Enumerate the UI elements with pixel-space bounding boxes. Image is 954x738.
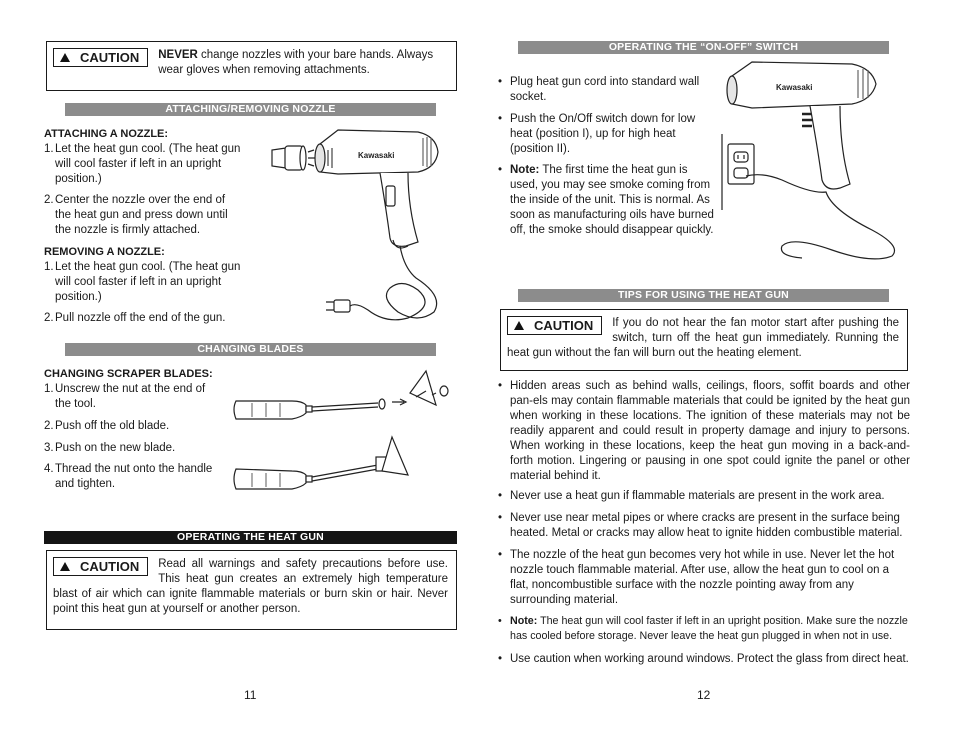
section-bar-switch: OPERATING THE “ON-OFF” SWITCH xyxy=(518,41,889,54)
blades-step-3: 3. Push on the new blade. xyxy=(44,442,176,454)
blades-step-1: 1. Unscrew the nut at the end of the tool. xyxy=(44,383,206,410)
warning-icon xyxy=(60,562,70,571)
warning-icon xyxy=(514,321,524,330)
removing-step-1: 1. Let the heat gun cool. (The heat gun will cool faster if left in an upright position.) xyxy=(44,261,241,303)
caution-label: CAUTION xyxy=(507,316,602,335)
heat-gun-outlet-illustration xyxy=(722,60,912,260)
switch-bullet-note: • Note: The first time the heat gun is used, you may see smoke coming from the inside of the unit. This is normal. As soon as manufacturing oils have burned off, the smoke should disappear quickly. xyxy=(498,164,714,236)
attaching-step-2: 2. Center the nozzle over the end of the heat gun and press down until the nozzle is firmly attached. xyxy=(44,194,228,236)
gun-brand-label: Kawasaki xyxy=(776,83,813,92)
attaching-heading: ATTACHING A NOZZLE: xyxy=(44,128,169,140)
caution-lead: NEVER xyxy=(158,49,198,61)
caution-text: Read all warnings and safety precautions before use. This heat gun creates an extremely high temperature blast of air which can ignite flammable materials or burn skin or hair. Never point this heat gun at yourself or another person. xyxy=(53,558,448,615)
caution-box-operating xyxy=(46,550,457,630)
heat-gun-nozzle-illustration xyxy=(268,128,458,328)
page-number-right: 12 xyxy=(697,688,711,702)
blades-step-2: 2. Push off the old blade. xyxy=(44,420,170,432)
section-bar-blades: CHANGING BLADES xyxy=(65,343,436,356)
removing-heading: REMOVING A NOZZLE: xyxy=(44,246,165,258)
caution-box-nozzle xyxy=(46,41,457,91)
blades-heading: CHANGING SCRAPER BLADES: xyxy=(44,368,213,380)
section-bar-nozzle: ATTACHING/REMOVING NOZZLE xyxy=(65,103,436,116)
switch-bullet-2: • Push the On/Off switch down for low heat (position I), up for high heat (position II). xyxy=(498,113,696,155)
caution-text: If you do not hear the fan motor start after pushing the switch, turn off the heat gun immediately. Running the heat gun without the fan will burn out the heating element. xyxy=(507,317,899,359)
gun-brand-label: Kawasaki xyxy=(358,151,395,160)
page-number-left: 11 xyxy=(244,688,257,702)
section-bar-tips: TIPS FOR USING THE HEAT GUN xyxy=(518,289,889,302)
caution-label: CAUTION xyxy=(53,48,148,67)
tips-bullet-1: • Hidden areas such as behind walls, ceilings, floors, soffit boards and other pan-els may contain flammable materials that could be ignited by the heat gun when working in these locations. The ignition of these materials may not be readily apparent and could result in property damage and injury to persons. When working in these locations, keep the heat gun moving in a back-and-forth motion. Lingering or pausing in one spot could ignite the panel or other material behind it. xyxy=(498,380,910,482)
tips-bullet-note: • Note: The heat gun will cool faster if left in an upright position. Make sure the nozzle has cooled before storage. Never leave the heat gun plugged in when not in use. xyxy=(498,615,908,642)
switch-bullet-1: • Plug heat gun cord into standard wall socket. xyxy=(498,76,700,103)
attaching-step-1: 1. Let the heat gun cool. (The heat gun will cool faster if left in an upright position.) xyxy=(44,143,241,185)
scraper-blade-illustration xyxy=(232,365,457,505)
tips-bullet-6: • Use caution when working around windows. Protect the glass from direct heat. xyxy=(498,653,909,665)
tips-bullet-3: • Never use near metal pipes or where cracks are present in the surface being heated. Metal or cracks may allow heat to ignite hidden combustible material. xyxy=(498,512,903,539)
caution-box-tips xyxy=(500,309,908,371)
removing-step-2: 2. Pull nozzle off the end of the gun. xyxy=(44,312,226,324)
tips-bullet-2: • Never use a heat gun if flammable materials are present in the work area. xyxy=(498,490,885,502)
tips-bullet-4: • The nozzle of the heat gun becomes very hot while in use. Never let the hot nozzle touch flammable material. After use, allow the heat gun to cool on a flat, noncombustible surface with the nozzle pointing away from any surrounding material. xyxy=(498,549,895,606)
blades-step-4: 4. Thread the nut onto the handle and tighten. xyxy=(44,463,213,490)
section-bar-operating: OPERATING THE HEAT GUN xyxy=(44,531,457,544)
caution-label: CAUTION xyxy=(53,557,148,576)
caution-text: change nozzles with your bare hands. Always wear gloves when removing attachments. xyxy=(158,49,434,76)
warning-icon xyxy=(60,53,70,62)
